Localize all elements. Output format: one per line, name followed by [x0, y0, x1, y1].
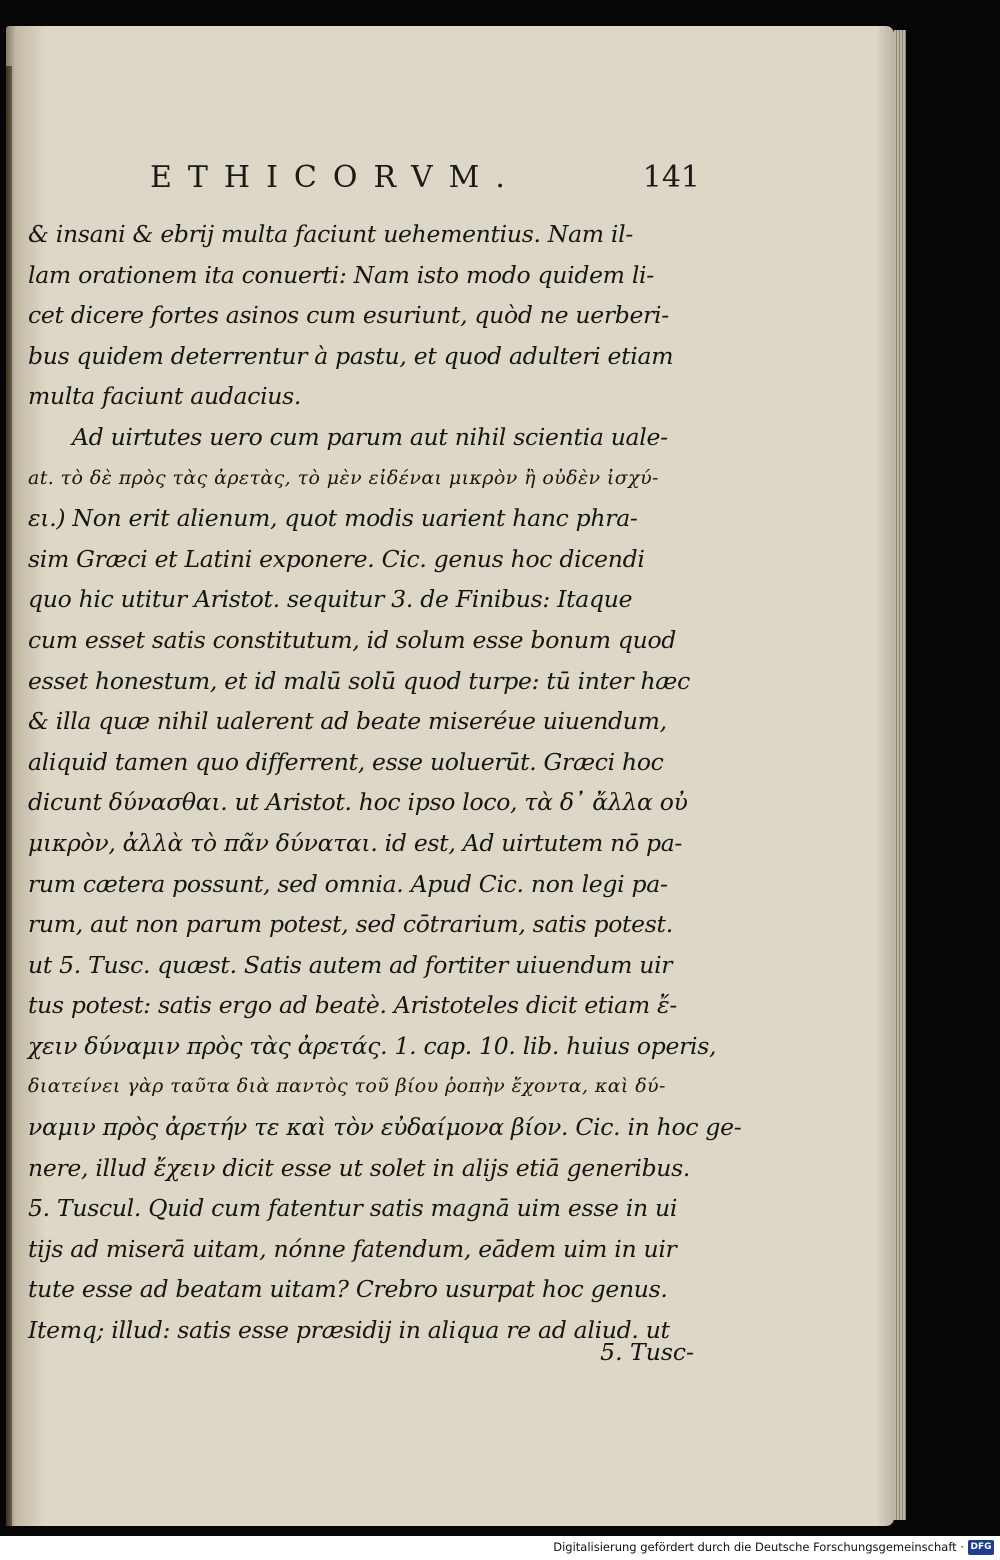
page-header [150, 160, 700, 204]
funding-credit: Digitalisierung gefördert durch die Deutsche Forschungsgemeinschaft · [553, 1540, 964, 1554]
body-text [28, 214, 742, 1351]
text-line: ut 5. Tusc. quæst. Satis autem ad fortiter uiuendum uir [28, 950, 673, 979]
text-line: Itemq; illud: satis esse præsidij in aliqua re ad aliud. ut [28, 1316, 670, 1345]
text-line: tute esse ad beatam uitam? Crebro usurpat hoc genus. [28, 1275, 668, 1304]
text-line: μικρὸν, ἀλλὰ τὸ πᾶν δύναται. id est, Ad uirtutem nō pa- [28, 828, 683, 857]
text-line: διατείνει γὰρ ταῦτα διὰ παντὸς τοῦ βίου ῥοπὴν ἔχοντα, καὶ δύ- [28, 1075, 666, 1098]
text-line: lam orationem ita conuerti: Nam isto modo quidem li- [28, 260, 654, 289]
text-line: dicunt δύνασθαι. ut Aristot. hoc ipso loco, τὰ δ᾽ ἄλλα οὐ [28, 788, 688, 817]
text-line: nere, illud ἔχειν dicit esse ut solet in alijs etiā generibus. [28, 1153, 691, 1182]
text-line: multa faciunt audacius. [28, 382, 302, 411]
text-line: cet dicere fortes asinos cum esuriunt, quòd ne uerberi- [28, 301, 669, 330]
text-line: cum esset satis constitutum, id solum esse bonum quod [28, 625, 677, 654]
text-line: quo hic utitur Aristot. sequitur 3. de Finibus: Itaque [28, 585, 633, 614]
book-spine [6, 66, 12, 1526]
text-line: rum cætera possunt, sed omnia. Apud Cic. non legi pa- [28, 869, 668, 898]
text-line: Ad uirtutes uero cum parum aut nihil scientia uale- [72, 422, 668, 451]
text-line: sim Græci et Latini exponere. Cic. genus hoc dicendi [28, 544, 645, 573]
catchword: 5. Tusc- [600, 1338, 694, 1366]
text-line: χειν δύναμιν πρὸς τὰς ἀρετάς. 1. cap. 10. lib. huius operis, [28, 1031, 717, 1060]
footer-bar [0, 1536, 1000, 1560]
dfg-logo-icon: DFG [968, 1540, 994, 1555]
text-line: & illa quæ nihil ualerent ad beate miseréue uiuendum, [28, 707, 667, 736]
text-line: & insani & ebrij multa faciunt uehementius. Nam il- [28, 220, 634, 248]
text-line: at. τὸ δὲ πρὸς τὰς ἀρετὰς, τὸ μὲν εἰδέναι μικρὸν ἢ οὐδὲν ἰσχύ- [28, 466, 659, 489]
text-line: tus potest: satis ergo ad beatè. Aristoteles dicit etiam ἔ- [28, 991, 677, 1020]
text-line: aliquid tamen quo differrent, esse uoluerūt. Græci hoc [28, 747, 664, 776]
text-line: rum, aut non parum potest, sed cōtrarium, satis potest. [28, 910, 673, 939]
text-line: ει.) Non erit alienum, quot modis uarient hanc phra- [28, 504, 638, 533]
running-title: ETHICORVM. [150, 160, 521, 195]
text-line: ναμιν πρὸς ἀρετήν τε καὶ τὸν εὐδαίμονα βίον. Cic. in hoc ge- [28, 1113, 742, 1142]
page-edges [894, 30, 906, 1520]
text-line: 5. Tuscul. Quid cum fatentur satis magnā uim esse in ui [28, 1194, 678, 1223]
text-line: esset honestum, et id malū solū quod turpe: tū inter hæc [28, 666, 690, 695]
text-line: tijs ad miserā uitam, nónne fatendum, eādem uim in uir [28, 1234, 677, 1263]
page-number: 141 [642, 160, 700, 195]
text-line: bus quidem deterrentur à pastu, et quod adulteri etiam [28, 341, 674, 370]
